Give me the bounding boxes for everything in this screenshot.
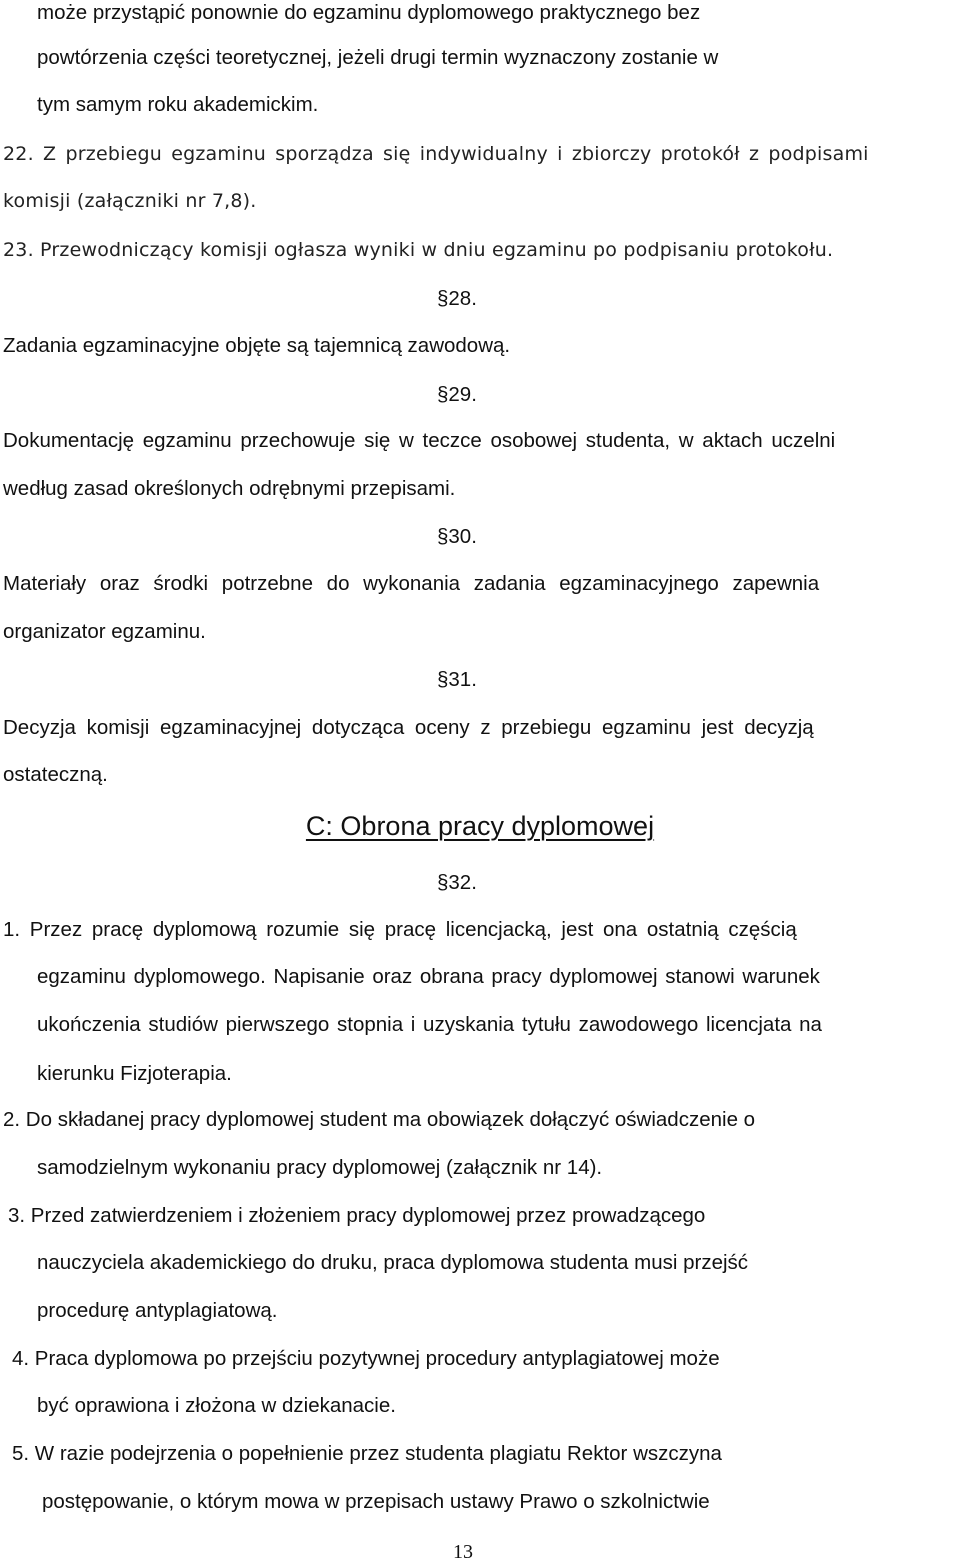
paragraph-line: może przystąpić ponownie do egzaminu dyplomowego praktycznego bez <box>37 1 701 24</box>
list-item-line: 1. Przez pracę dyplomową rozumie się pracę licencjacką, jest ona ostatnią częścią <box>3 918 797 941</box>
paragraph-line: według zasad określonych odrębnymi przepisami. <box>3 477 456 500</box>
list-item-line: 5. W razie podejrzenia o popełnienie przez studenta plagiatu Rektor wszczyna <box>12 1442 722 1465</box>
section-heading: C: Obrona pracy dyplomowej <box>305 811 655 841</box>
paragraph-line: ostateczną. <box>3 763 108 786</box>
section-number: §32. <box>437 871 477 894</box>
list-item-line: 2. Do składanej pracy dyplomowej student ma obowiązek dołączyć oświadczenie o <box>3 1108 756 1131</box>
paragraph-line: Materiały oraz środki potrzebne do wykonania zadania egzaminacyjnego zapewnia <box>3 572 820 595</box>
paragraph-line: tym samym roku akademickim. <box>37 93 319 116</box>
section-number: §29. <box>437 383 477 406</box>
paragraph-line: organizator egzaminu. <box>3 620 206 643</box>
paragraph-line: Decyzja komisji egzaminacyjnej dotycząca oceny z przebiegu egzaminu jest decyzją <box>3 716 814 739</box>
section-number: §28. <box>437 287 477 310</box>
list-item-line: samodzielnym wykonaniu pracy dyplomowej (załącznik nr 14). <box>37 1156 603 1179</box>
list-item-line: procedurę antyplagiatową. <box>37 1299 278 1322</box>
list-item-line: ukończenia studiów pierwszego stopnia i uzyskania tytułu zawodowego licencjata na <box>37 1013 822 1036</box>
list-item-line: egzaminu dyplomowego. Napisanie oraz obrana pracy dyplomowej stanowi warunek <box>37 965 820 988</box>
paragraph-line: powtórzenia części teoretycznej, jeżeli drugi termin wyznaczony zostanie w <box>37 46 719 69</box>
list-item-line: być oprawiona i złożona w dziekanacie. <box>37 1394 396 1417</box>
list-item-line: 3. Przed zatwierdzeniem i złożeniem pracy dyplomowej przez prowadzącego <box>8 1204 706 1227</box>
list-item-line: kierunku Fizjoterapia. <box>37 1062 232 1085</box>
list-item-line: nauczyciela akademickiego do druku, praca dyplomowa studenta musi przejść <box>37 1251 749 1274</box>
list-item-line: postępowanie, o którym mowa w przepisach ustawy Prawo o szkolnictwie <box>42 1490 710 1513</box>
paragraph-line: 23. Przewodniczący komisji ogłasza wyniki w dniu egzaminu po podpisaniu protokołu. <box>3 239 834 261</box>
section-number: §31. <box>437 668 477 691</box>
section-number: §30. <box>437 525 477 548</box>
list-item-line: 4. Praca dyplomowa po przejściu pozytywnej procedury antyplagiatowej może <box>12 1347 720 1370</box>
paragraph-line: komisji (załączniki nr 7,8). <box>3 190 257 212</box>
paragraph-line: Dokumentację egzaminu przechowuje się w teczce osobowej studenta, w aktach uczelni <box>3 429 836 452</box>
paragraph-line: Zadania egzaminacyjne objęte są tajemnicą zawodową. <box>3 334 511 357</box>
page-number: 13 <box>453 1541 473 1563</box>
paragraph-line: 22. Z przebiegu egzaminu sporządza się indywidualny i zbiorczy protokół z podpisami <box>3 143 869 165</box>
